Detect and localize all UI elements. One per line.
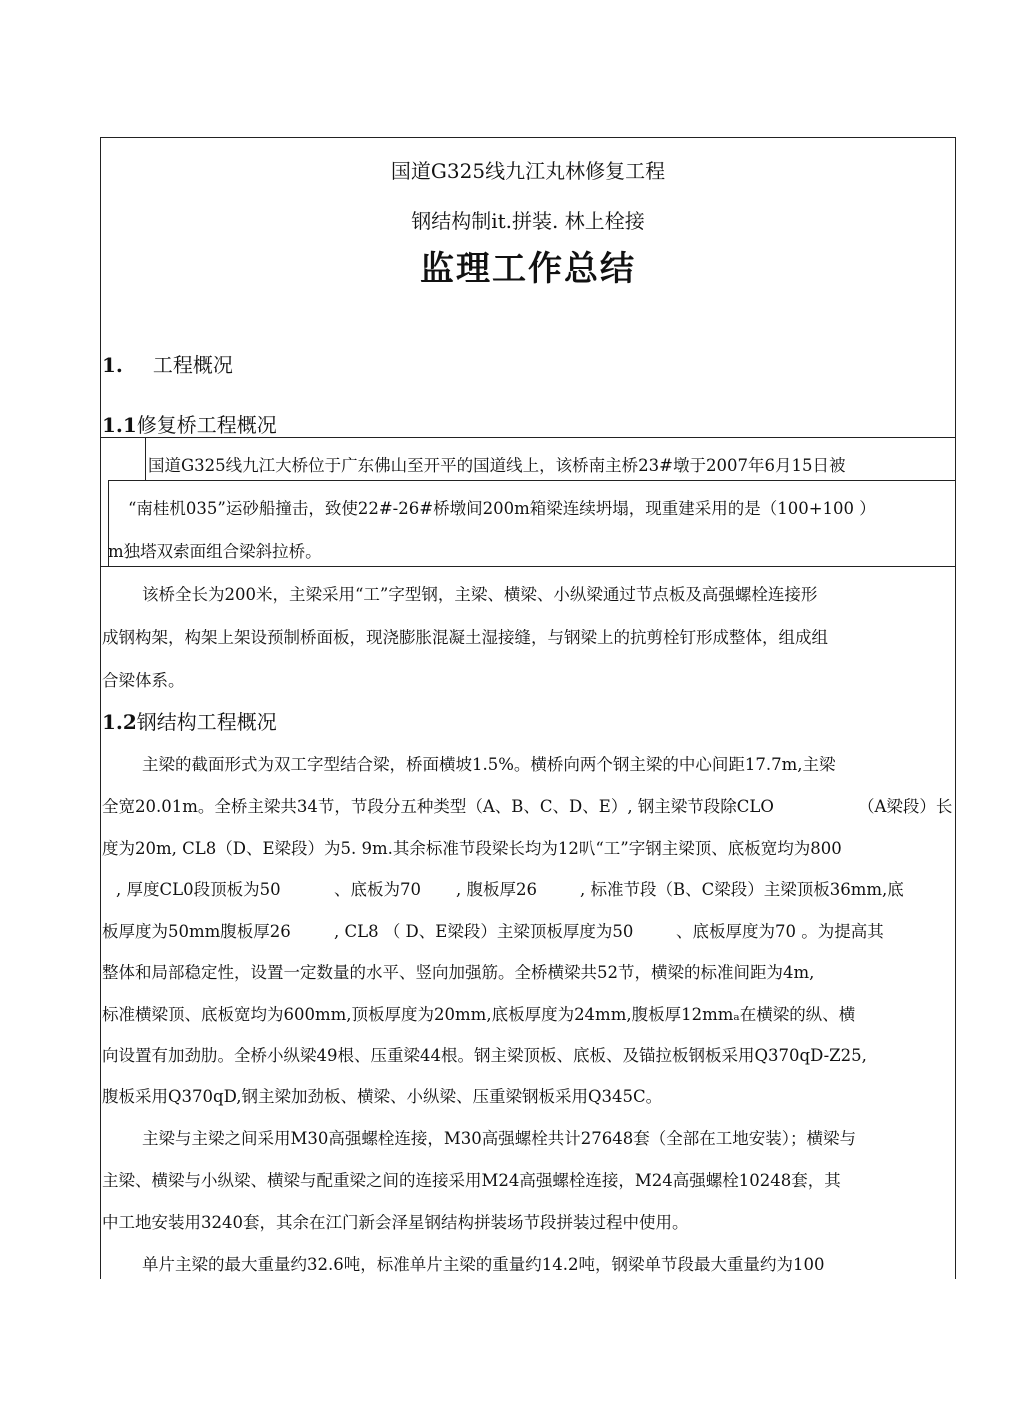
paragraph-3-line-5b: , CL8 （ D、E梁段）主梁顶板厚度为50: [334, 922, 634, 941]
paragraph-3-line-4a: , 厚度CL0段顶板为50: [116, 880, 281, 899]
paragraph-2-line-3: 合梁体系。: [102, 671, 185, 690]
paragraph-4-line-1: 主梁与主梁之间采用M30高强螺栓连接，M30高强螺栓共计27648套（全部在工地安装）；横梁与: [142, 1129, 857, 1148]
document-title-line1: 国道G325线九江丸林修复工程: [390, 159, 666, 183]
paragraph-3-line-4c: , 腹板厚26: [456, 880, 537, 899]
paragraph-1-line-3: m独塔双索面组合梁斜拉桥。: [108, 542, 322, 561]
frame-right-border-lower: [955, 437, 956, 1279]
paragraph-2-line-2: 成钢构架，构架上架设预制桥面板，现浇膨胀混凝土湿接缝，与钢梁上的抗剪栓钉形成整体，组成组: [102, 628, 828, 647]
paragraph-3-line-5a: 板厚度为50mm腹板厚26: [102, 922, 291, 941]
paragraph-4-line-3: 中工地安装用3240套，其余在江门新会泽星钢结构拼装场节段拼装过程中使用。: [102, 1213, 689, 1232]
section-1-1-heading: [102, 412, 277, 438]
cell-divider-1: [145, 437, 146, 481]
section-1-1-number: 1.1: [102, 413, 137, 437]
paragraph-3-line-5c: 、底板厚度为70 。为提高其: [676, 922, 884, 941]
section-1-number: 1.: [102, 353, 123, 377]
document-main-title: 监理工作总结: [420, 249, 636, 289]
section-1-title: 工程概况: [152, 353, 233, 377]
paragraph-3-line-2a: 全宽20.01m。全桥主梁共34节，节段分五种类型（A、B、C、D、E）, 钢主梁节段除CLO: [102, 797, 774, 816]
paragraph-3-line-7: 标准横梁顶、底板宽均为600mm,顶板厚度为20mm,底板厚度为24mm,腹板厚12mmₐ在横梁的纵、横: [102, 1005, 856, 1024]
document-title-line2: 钢结构制it.拼装. 林上栓接: [411, 209, 645, 233]
paragraph-3-line-4d: , 标准节段（B、C梁段）主梁顶板36mm,底: [580, 880, 904, 899]
row-divider-2: [108, 480, 956, 481]
frame-left-border: [100, 137, 101, 1279]
paragraph-5-line-1: 单片主梁的最大重量约32.6吨，标准单片主梁的重量约14.2吨，钢梁单节段最大重量约为100: [142, 1255, 825, 1274]
section-1-heading: [102, 352, 233, 378]
section-1-2-title: 钢结构工程概况: [136, 710, 277, 734]
paragraph-3-line-6: 整体和局部稳定性，设置一定数量的水平、竖向加强筋。全桥横梁共52节，横梁的标准间距为4m,: [102, 963, 815, 982]
paragraph-1-line-2: “南桂机035”运砂船撞击，致使22#-26#桥墩间200m箱梁连续坍塌，现重建采用的是（100+100 ）: [128, 499, 876, 518]
paragraph-4-line-2: 主梁、横梁与小纵梁、横梁与配重梁之间的连接采用M24高强螺栓连接，M24高强螺栓10248套，其: [102, 1171, 841, 1190]
row-divider-3: [100, 566, 956, 567]
frame-top-border: [100, 137, 956, 138]
paragraph-3-line-9: 腹板采用Q370qD,钢主梁加劲板、横梁、小纵梁、压重梁钢板采用Q345C。: [102, 1087, 663, 1106]
paragraph-3-line-1: 主梁的截面形式为双工字型结合梁，桥面横坡1.5%。横桥向两个钢主梁的中心间距17.7m,主梁: [142, 755, 836, 774]
paragraph-2-line-1: 该桥全长为200米，主梁采用“工”字型钢，主梁、横梁、小纵梁通过节点板及高强螺栓连接形: [142, 585, 818, 604]
paragraph-3-line-3: 度为20m, CL8（D、E梁段）为5. 9m.其余标准节段梁长均为12叭“工”字钢主梁顶、底板宽均为800: [102, 839, 842, 858]
paragraph-1-line-1: 国道G325线九江大桥位于广东佛山至开平的国道线上，该桥南主桥23#墩于2007年6月15日被: [148, 456, 846, 475]
section-1-1-title: 修复桥工程概况: [136, 413, 277, 437]
section-1-2-heading: [102, 709, 277, 735]
paragraph-3-line-8: 向设置有加劲肋。全桥小纵梁49根、压重梁44根。钢主梁顶板、底板、及锚拉板钢板采用Q370qD-Z25,: [102, 1046, 867, 1065]
paragraph-3-line-4b: 、底板为70: [334, 880, 421, 899]
paragraph-3-line-2b: （A梁段）长: [858, 797, 953, 816]
section-1-2-number: 1.2: [102, 710, 137, 734]
